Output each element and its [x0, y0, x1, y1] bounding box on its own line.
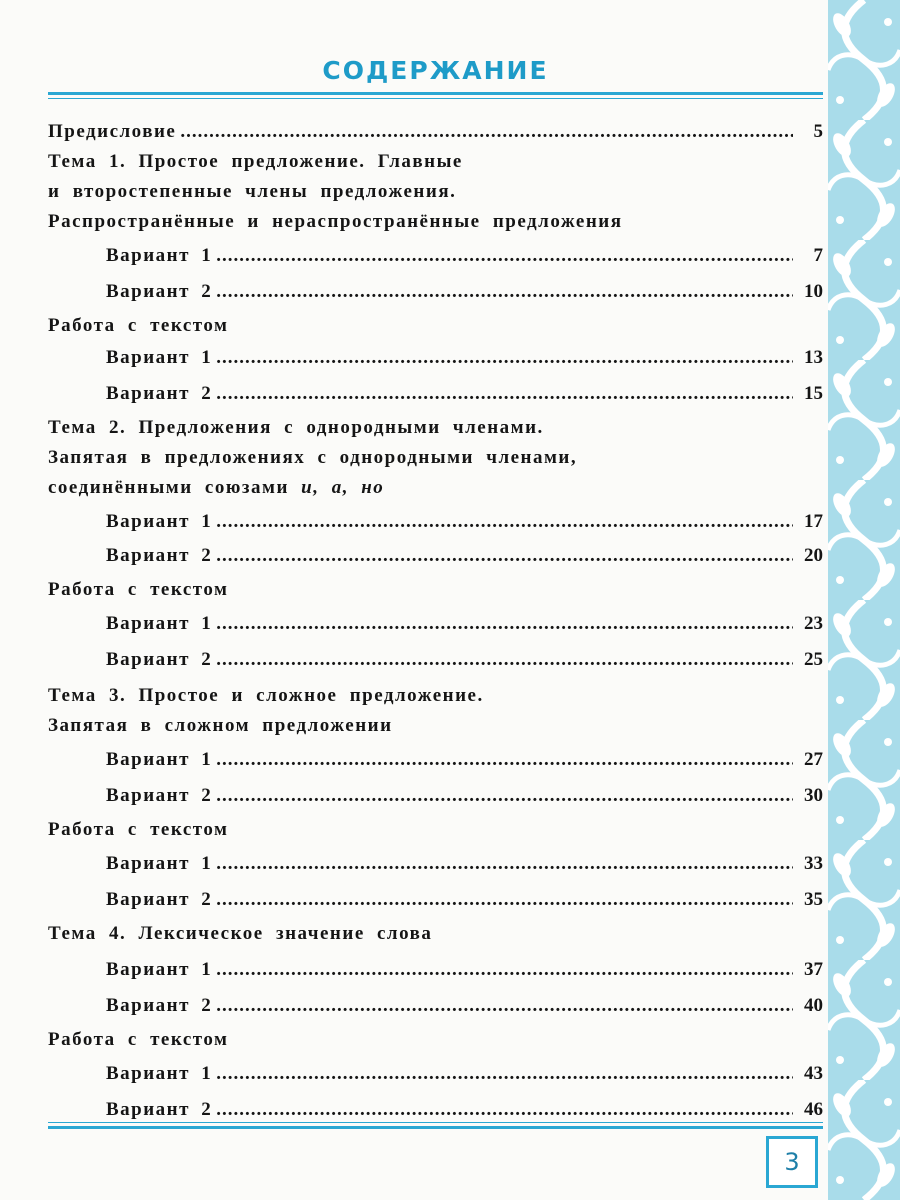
toc-page-number: 25 — [804, 649, 823, 670]
topic-heading — [48, 474, 823, 502]
toc-entry-variant[interactable] — [106, 886, 823, 914]
toc-page-number: 17 — [804, 511, 823, 532]
topic-heading: Тема 1. Простое предложение. Главные — [48, 151, 463, 172]
toc-page-number: 23 — [804, 613, 823, 634]
toc-entry-preface[interactable] — [48, 118, 823, 146]
toc-entry-label: Вариант 2 — [106, 1099, 213, 1120]
ornament-pattern — [828, 0, 900, 1200]
decorative-ornament-border — [828, 0, 900, 1200]
toc-entry-variant[interactable] — [106, 610, 823, 638]
toc-entry-label: Вариант 1 — [106, 749, 213, 770]
section-heading: Работа с текстом — [48, 579, 229, 600]
footer-divider — [48, 1122, 823, 1129]
toc-entry-label: Вариант 1 — [106, 853, 213, 874]
toc-entry-label: Вариант 2 — [106, 889, 213, 910]
section-heading: Работа с текстом — [48, 315, 229, 336]
section-heading: Работа с текстом — [48, 819, 229, 840]
topic-heading: Тема 2. Предложения с однородными членами. — [48, 417, 544, 438]
leader-dots — [216, 380, 793, 408]
toc-page-number: 13 — [804, 347, 823, 368]
toc-entry-label: Вариант 1 — [106, 613, 213, 634]
leader-dots — [180, 118, 793, 146]
leader-dots — [216, 344, 793, 372]
toc-entry-label: Вариант 1 — [106, 245, 213, 266]
topic-heading: Распространённые и нераспространённые предложения — [48, 211, 623, 232]
topic-heading: Тема 3. Простое и сложное предложение. — [48, 685, 484, 706]
toc-entry-label: Вариант 1 — [106, 1063, 213, 1084]
leader-dots — [216, 956, 793, 984]
leader-dots — [216, 1060, 793, 1088]
toc-entry-variant[interactable] — [106, 1096, 823, 1124]
toc-page-number: 35 — [804, 889, 823, 910]
leader-dots — [216, 508, 793, 536]
toc-entry-variant[interactable] — [106, 746, 823, 774]
leader-dots — [216, 278, 793, 306]
toc-entry-variant[interactable] — [106, 992, 823, 1020]
toc-entry-label: Вариант 1 — [106, 959, 213, 980]
toc-page-number: 30 — [804, 785, 823, 806]
leader-dots — [216, 242, 793, 270]
toc-entry-variant[interactable] — [106, 508, 823, 536]
toc-entry-label: Вариант 2 — [106, 649, 213, 670]
topic-heading: Запятая в предложениях с однородными членами, — [48, 447, 578, 468]
toc-entry-variant[interactable] — [106, 242, 823, 270]
toc-page-number: 33 — [804, 853, 823, 874]
topic-heading: Запятая в сложном предложении — [48, 715, 393, 736]
toc-page-number: 20 — [804, 545, 823, 566]
toc-entry-variant[interactable] — [106, 646, 823, 674]
toc-entry-label: Вариант 2 — [106, 281, 213, 302]
toc-entry-label: Предисловие — [48, 121, 177, 142]
topic-heading: Тема 4. Лексическое значение слова — [48, 923, 433, 944]
toc-page-number: 40 — [804, 995, 823, 1016]
toc-entry-label: Вариант 1 — [106, 511, 213, 532]
leader-dots — [216, 746, 793, 774]
toc-entry-variant[interactable] — [106, 278, 823, 306]
leader-dots — [216, 1096, 793, 1124]
topic-heading-italic: и, а, но — [301, 477, 385, 498]
toc-page-number: 46 — [804, 1099, 823, 1120]
toc-page-number: 15 — [804, 383, 823, 404]
toc-entry-label: Вариант 2 — [106, 383, 213, 404]
toc-page-number: 5 — [813, 121, 823, 142]
toc-entry-variant[interactable] — [106, 542, 823, 570]
toc-entry-variant[interactable] — [106, 1060, 823, 1088]
topic-heading: и второстепенные члены предложения. — [48, 181, 457, 202]
toc-entry-label: Вариант 1 — [106, 347, 213, 368]
toc-page-number: 37 — [804, 959, 823, 980]
topic-heading-text: соединёнными союзами — [48, 477, 289, 498]
toc-page-number: 7 — [813, 245, 823, 266]
toc-entry-variant[interactable] — [106, 344, 823, 372]
toc-entry-variant[interactable] — [106, 380, 823, 408]
leader-dots — [216, 992, 793, 1020]
leader-dots — [216, 610, 793, 638]
leader-dots — [216, 542, 793, 570]
toc-page-number: 10 — [804, 281, 823, 302]
leader-dots — [216, 782, 793, 810]
toc-entry-label: Вариант 2 — [106, 785, 213, 806]
toc-page-number: 43 — [804, 1063, 823, 1084]
toc-entry-variant[interactable] — [106, 850, 823, 878]
section-heading: Работа с текстом — [48, 1029, 229, 1050]
toc-page-number: 27 — [804, 749, 823, 770]
page-title: СОДЕРЖАНИЕ — [322, 56, 549, 85]
toc-entry-label: Вариант 2 — [106, 995, 213, 1016]
leader-dots — [216, 646, 793, 674]
leader-dots — [216, 886, 793, 914]
leader-dots — [216, 850, 793, 878]
toc-entry-variant[interactable] — [106, 782, 823, 810]
toc-entry-variant[interactable] — [106, 956, 823, 984]
page-number-box: 3 — [766, 1136, 818, 1188]
header-divider — [48, 92, 823, 99]
toc-entry-label: Вариант 2 — [106, 545, 213, 566]
